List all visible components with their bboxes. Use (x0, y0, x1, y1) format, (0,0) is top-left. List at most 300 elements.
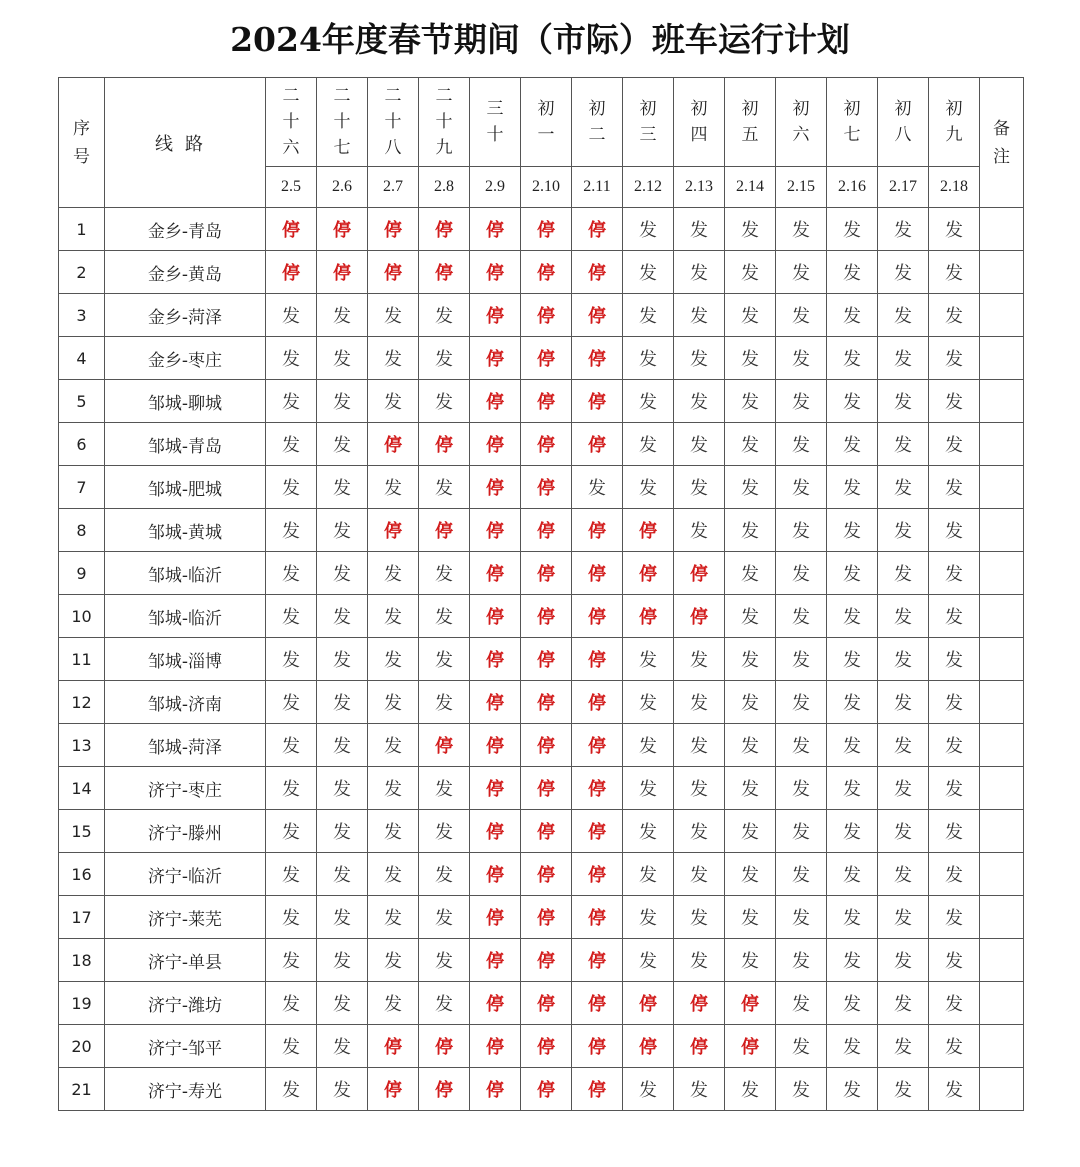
status-stop: 停 (623, 595, 674, 638)
status-run: 发 (266, 509, 317, 552)
status-run: 发 (368, 595, 419, 638)
row-number: 13 (59, 724, 105, 767)
status-run: 发 (266, 896, 317, 939)
status-run: 发 (827, 294, 878, 337)
status-run: 发 (878, 982, 929, 1025)
row-number: 20 (59, 1025, 105, 1068)
row-number: 8 (59, 509, 105, 552)
status-run: 发 (878, 595, 929, 638)
status-stop: 停 (572, 380, 623, 423)
status-run: 发 (317, 853, 368, 896)
status-run: 发 (623, 724, 674, 767)
status-stop: 停 (521, 724, 572, 767)
route-name: 金乡-黄岛 (105, 251, 266, 294)
status-stop: 停 (419, 509, 470, 552)
status-run: 发 (878, 509, 929, 552)
table-body (59, 208, 1024, 1111)
status-run: 发 (674, 509, 725, 552)
status-run: 发 (419, 294, 470, 337)
status-run: 发 (929, 552, 980, 595)
status-run: 发 (623, 810, 674, 853)
status-run: 发 (929, 1068, 980, 1111)
status-run: 发 (725, 423, 776, 466)
status-stop: 停 (419, 423, 470, 466)
status-run: 发 (827, 681, 878, 724)
status-stop: 停 (572, 982, 623, 1025)
status-run: 发 (776, 595, 827, 638)
table-row (59, 982, 1024, 1025)
header-note: 备 注 (980, 78, 1024, 208)
route-name: 济宁-滕州 (105, 810, 266, 853)
status-run: 发 (419, 638, 470, 681)
status-stop: 停 (266, 251, 317, 294)
status-stop: 停 (368, 208, 419, 251)
status-run: 发 (878, 896, 929, 939)
status-run: 发 (776, 552, 827, 595)
status-run: 发 (317, 939, 368, 982)
table-row (59, 294, 1024, 337)
status-run: 发 (317, 552, 368, 595)
row-number: 16 (59, 853, 105, 896)
status-run: 发 (419, 595, 470, 638)
status-run: 发 (878, 251, 929, 294)
route-name: 济宁-单县 (105, 939, 266, 982)
status-stop: 停 (521, 896, 572, 939)
status-stop: 停 (521, 1025, 572, 1068)
status-run: 发 (674, 681, 725, 724)
status-run: 发 (674, 251, 725, 294)
status-run: 发 (725, 896, 776, 939)
table-row (59, 1025, 1024, 1068)
status-run: 发 (674, 767, 725, 810)
status-run: 发 (317, 896, 368, 939)
status-stop: 停 (521, 466, 572, 509)
table-row (59, 251, 1024, 294)
note-cell (980, 466, 1024, 509)
status-stop: 停 (368, 423, 419, 466)
status-run: 发 (878, 638, 929, 681)
status-run: 发 (929, 939, 980, 982)
status-run: 发 (266, 1025, 317, 1068)
header-date: 2.16 (827, 167, 878, 208)
status-run: 发 (878, 1025, 929, 1068)
status-stop: 停 (572, 638, 623, 681)
status-run: 发 (776, 1068, 827, 1111)
status-run: 发 (776, 1025, 827, 1068)
status-stop: 停 (470, 380, 521, 423)
note-cell (980, 337, 1024, 380)
status-stop: 停 (521, 423, 572, 466)
note-cell (980, 681, 1024, 724)
header-day: 初 五 (725, 78, 776, 167)
status-run: 发 (776, 853, 827, 896)
status-run: 发 (776, 423, 827, 466)
status-run: 发 (317, 810, 368, 853)
status-run: 发 (725, 337, 776, 380)
status-run: 发 (725, 810, 776, 853)
route-name: 邹城-临沂 (105, 595, 266, 638)
status-run: 发 (827, 853, 878, 896)
status-run: 发 (878, 681, 929, 724)
status-run: 发 (674, 208, 725, 251)
note-cell (980, 251, 1024, 294)
status-run: 发 (266, 294, 317, 337)
status-run: 发 (368, 767, 419, 810)
header-day: 二 十 八 (368, 78, 419, 167)
note-cell (980, 896, 1024, 939)
status-stop: 停 (572, 509, 623, 552)
status-run: 发 (419, 939, 470, 982)
route-name: 金乡-菏泽 (105, 294, 266, 337)
status-stop: 停 (572, 767, 623, 810)
status-stop: 停 (470, 853, 521, 896)
status-stop: 停 (521, 509, 572, 552)
status-stop: 停 (521, 853, 572, 896)
status-run: 发 (317, 681, 368, 724)
status-run: 发 (929, 208, 980, 251)
status-run: 发 (929, 1025, 980, 1068)
route-name: 金乡-青岛 (105, 208, 266, 251)
schedule-table (58, 77, 1024, 1111)
status-run: 发 (419, 896, 470, 939)
status-stop: 停 (572, 853, 623, 896)
header-line: 线路 (105, 78, 266, 208)
status-run: 发 (419, 466, 470, 509)
status-run: 发 (878, 853, 929, 896)
status-run: 发 (776, 681, 827, 724)
header-day: 初 八 (878, 78, 929, 167)
status-run: 发 (674, 337, 725, 380)
header-date: 2.10 (521, 167, 572, 208)
status-stop: 停 (368, 251, 419, 294)
status-run: 发 (674, 810, 725, 853)
status-run: 发 (878, 767, 929, 810)
table-row (59, 423, 1024, 466)
status-run: 发 (266, 939, 317, 982)
status-run: 发 (827, 1068, 878, 1111)
header-day: 初 七 (827, 78, 878, 167)
status-run: 发 (317, 337, 368, 380)
status-run: 发 (878, 1068, 929, 1111)
table-row (59, 810, 1024, 853)
status-run: 发 (725, 251, 776, 294)
status-run: 发 (266, 724, 317, 767)
header-date: 2.6 (317, 167, 368, 208)
status-run: 发 (827, 552, 878, 595)
status-run: 发 (725, 509, 776, 552)
status-run: 发 (419, 681, 470, 724)
status-stop: 停 (470, 208, 521, 251)
status-run: 发 (317, 724, 368, 767)
note-cell (980, 552, 1024, 595)
status-stop: 停 (470, 982, 521, 1025)
header-day: 初 二 (572, 78, 623, 167)
row-number: 2 (59, 251, 105, 294)
status-run: 发 (776, 337, 827, 380)
table-row (59, 853, 1024, 896)
note-cell (980, 767, 1024, 810)
status-run: 发 (827, 1025, 878, 1068)
status-run: 发 (266, 595, 317, 638)
status-run: 发 (674, 423, 725, 466)
header-day: 初 九 (929, 78, 980, 167)
status-run: 发 (725, 638, 776, 681)
header-day: 二 十 七 (317, 78, 368, 167)
status-run: 发 (368, 337, 419, 380)
status-stop: 停 (572, 1025, 623, 1068)
status-stop: 停 (368, 509, 419, 552)
status-run: 发 (674, 724, 725, 767)
status-run: 发 (368, 294, 419, 337)
status-stop: 停 (470, 724, 521, 767)
route-name: 邹城-临沂 (105, 552, 266, 595)
status-stop: 停 (572, 552, 623, 595)
note-cell (980, 1068, 1024, 1111)
status-run: 发 (929, 380, 980, 423)
status-run: 发 (623, 767, 674, 810)
status-stop: 停 (572, 896, 623, 939)
route-name: 济宁-临沂 (105, 853, 266, 896)
table-header (59, 78, 1024, 208)
status-run: 发 (317, 466, 368, 509)
status-run: 发 (674, 853, 725, 896)
status-stop: 停 (521, 294, 572, 337)
table-row (59, 466, 1024, 509)
note-cell (980, 380, 1024, 423)
row-number: 9 (59, 552, 105, 595)
status-run: 发 (674, 294, 725, 337)
status-stop: 停 (572, 337, 623, 380)
status-stop: 停 (674, 1025, 725, 1068)
status-stop: 停 (674, 982, 725, 1025)
status-run: 发 (317, 423, 368, 466)
status-run: 发 (776, 982, 827, 1025)
status-run: 发 (776, 380, 827, 423)
header-date: 2.5 (266, 167, 317, 208)
status-run: 发 (725, 939, 776, 982)
header-date: 2.13 (674, 167, 725, 208)
status-run: 发 (623, 638, 674, 681)
status-run: 发 (674, 466, 725, 509)
status-stop: 停 (419, 208, 470, 251)
status-run: 发 (929, 466, 980, 509)
status-run: 发 (368, 810, 419, 853)
table-row (59, 1068, 1024, 1111)
status-run: 发 (674, 939, 725, 982)
table-row (59, 681, 1024, 724)
status-run: 发 (623, 466, 674, 509)
status-run: 发 (623, 939, 674, 982)
status-run: 发 (776, 767, 827, 810)
row-number: 6 (59, 423, 105, 466)
row-number: 12 (59, 681, 105, 724)
status-run: 发 (368, 552, 419, 595)
status-run: 发 (929, 509, 980, 552)
status-run: 发 (419, 767, 470, 810)
route-name: 邹城-聊城 (105, 380, 266, 423)
status-run: 发 (317, 380, 368, 423)
status-run: 发 (266, 380, 317, 423)
status-stop: 停 (470, 552, 521, 595)
status-run: 发 (878, 294, 929, 337)
status-run: 发 (878, 208, 929, 251)
status-stop: 停 (521, 681, 572, 724)
note-cell (980, 853, 1024, 896)
status-run: 发 (419, 380, 470, 423)
status-run: 发 (878, 466, 929, 509)
route-name: 济宁-枣庄 (105, 767, 266, 810)
status-stop: 停 (470, 251, 521, 294)
status-stop: 停 (521, 337, 572, 380)
status-run: 发 (419, 337, 470, 380)
status-stop: 停 (521, 638, 572, 681)
status-stop: 停 (521, 1068, 572, 1111)
status-stop: 停 (470, 681, 521, 724)
status-run: 发 (827, 208, 878, 251)
route-name: 邹城-黄城 (105, 509, 266, 552)
status-stop: 停 (317, 208, 368, 251)
status-run: 发 (266, 681, 317, 724)
route-name: 邹城-淄博 (105, 638, 266, 681)
status-stop: 停 (572, 423, 623, 466)
header-date: 2.7 (368, 167, 419, 208)
header-date: 2.18 (929, 167, 980, 208)
status-run: 发 (623, 251, 674, 294)
note-cell (980, 208, 1024, 251)
status-stop: 停 (572, 294, 623, 337)
status-run: 发 (827, 724, 878, 767)
status-run: 发 (827, 939, 878, 982)
status-stop: 停 (470, 767, 521, 810)
status-run: 发 (368, 853, 419, 896)
table-row (59, 337, 1024, 380)
route-name: 邹城-青岛 (105, 423, 266, 466)
status-stop: 停 (470, 509, 521, 552)
status-run: 发 (878, 724, 929, 767)
status-stop: 停 (470, 939, 521, 982)
status-run: 发 (878, 810, 929, 853)
header-day: 二 十 六 (266, 78, 317, 167)
status-run: 发 (623, 896, 674, 939)
status-stop: 停 (521, 767, 572, 810)
status-run: 发 (776, 251, 827, 294)
status-stop: 停 (623, 552, 674, 595)
status-run: 发 (878, 337, 929, 380)
status-run: 发 (674, 638, 725, 681)
route-name: 邹城-肥城 (105, 466, 266, 509)
status-stop: 停 (623, 509, 674, 552)
status-stop: 停 (572, 595, 623, 638)
status-run: 发 (368, 380, 419, 423)
status-run: 发 (776, 638, 827, 681)
status-run: 发 (929, 681, 980, 724)
table-row (59, 208, 1024, 251)
row-number: 4 (59, 337, 105, 380)
status-run: 发 (725, 681, 776, 724)
status-run: 发 (878, 380, 929, 423)
status-run: 发 (419, 552, 470, 595)
status-run: 发 (929, 337, 980, 380)
status-run: 发 (776, 208, 827, 251)
row-number: 15 (59, 810, 105, 853)
status-run: 发 (929, 595, 980, 638)
status-run: 发 (623, 423, 674, 466)
row-number: 11 (59, 638, 105, 681)
status-stop: 停 (470, 337, 521, 380)
status-run: 发 (266, 552, 317, 595)
status-stop: 停 (266, 208, 317, 251)
header-date: 2.8 (419, 167, 470, 208)
status-run: 发 (725, 552, 776, 595)
status-stop: 停 (623, 1025, 674, 1068)
status-run: 发 (623, 208, 674, 251)
header-date: 2.14 (725, 167, 776, 208)
row-number: 18 (59, 939, 105, 982)
status-run: 发 (827, 896, 878, 939)
status-run: 发 (929, 896, 980, 939)
note-cell (980, 1025, 1024, 1068)
status-run: 发 (725, 724, 776, 767)
header-day: 初 四 (674, 78, 725, 167)
status-stop: 停 (572, 810, 623, 853)
status-run: 发 (623, 1068, 674, 1111)
status-run: 发 (368, 939, 419, 982)
status-stop: 停 (521, 380, 572, 423)
status-run: 发 (317, 1025, 368, 1068)
status-run: 发 (827, 509, 878, 552)
note-cell (980, 423, 1024, 466)
row-number: 1 (59, 208, 105, 251)
table-row (59, 595, 1024, 638)
row-number: 7 (59, 466, 105, 509)
status-stop: 停 (725, 982, 776, 1025)
header-seq: 序 号 (59, 78, 105, 208)
status-run: 发 (725, 380, 776, 423)
status-stop: 停 (419, 251, 470, 294)
row-number: 5 (59, 380, 105, 423)
route-name: 济宁-莱芜 (105, 896, 266, 939)
row-number: 19 (59, 982, 105, 1025)
status-run: 发 (725, 294, 776, 337)
route-name: 邹城-菏泽 (105, 724, 266, 767)
status-run: 发 (368, 638, 419, 681)
status-stop: 停 (470, 423, 521, 466)
status-run: 发 (725, 767, 776, 810)
status-stop: 停 (521, 208, 572, 251)
status-run: 发 (878, 423, 929, 466)
status-run: 发 (266, 466, 317, 509)
status-stop: 停 (674, 595, 725, 638)
status-run: 发 (929, 767, 980, 810)
table-row (59, 939, 1024, 982)
status-run: 发 (623, 337, 674, 380)
status-run: 发 (266, 1068, 317, 1111)
route-name: 邹城-济南 (105, 681, 266, 724)
status-stop: 停 (572, 724, 623, 767)
note-cell (980, 810, 1024, 853)
route-name: 济宁-寿光 (105, 1068, 266, 1111)
status-run: 发 (929, 982, 980, 1025)
status-stop: 停 (572, 208, 623, 251)
header-date: 2.17 (878, 167, 929, 208)
table-row (59, 552, 1024, 595)
status-run: 发 (827, 423, 878, 466)
status-run: 发 (368, 896, 419, 939)
status-run: 发 (827, 810, 878, 853)
status-stop: 停 (521, 982, 572, 1025)
status-run: 发 (776, 939, 827, 982)
status-run: 发 (929, 853, 980, 896)
